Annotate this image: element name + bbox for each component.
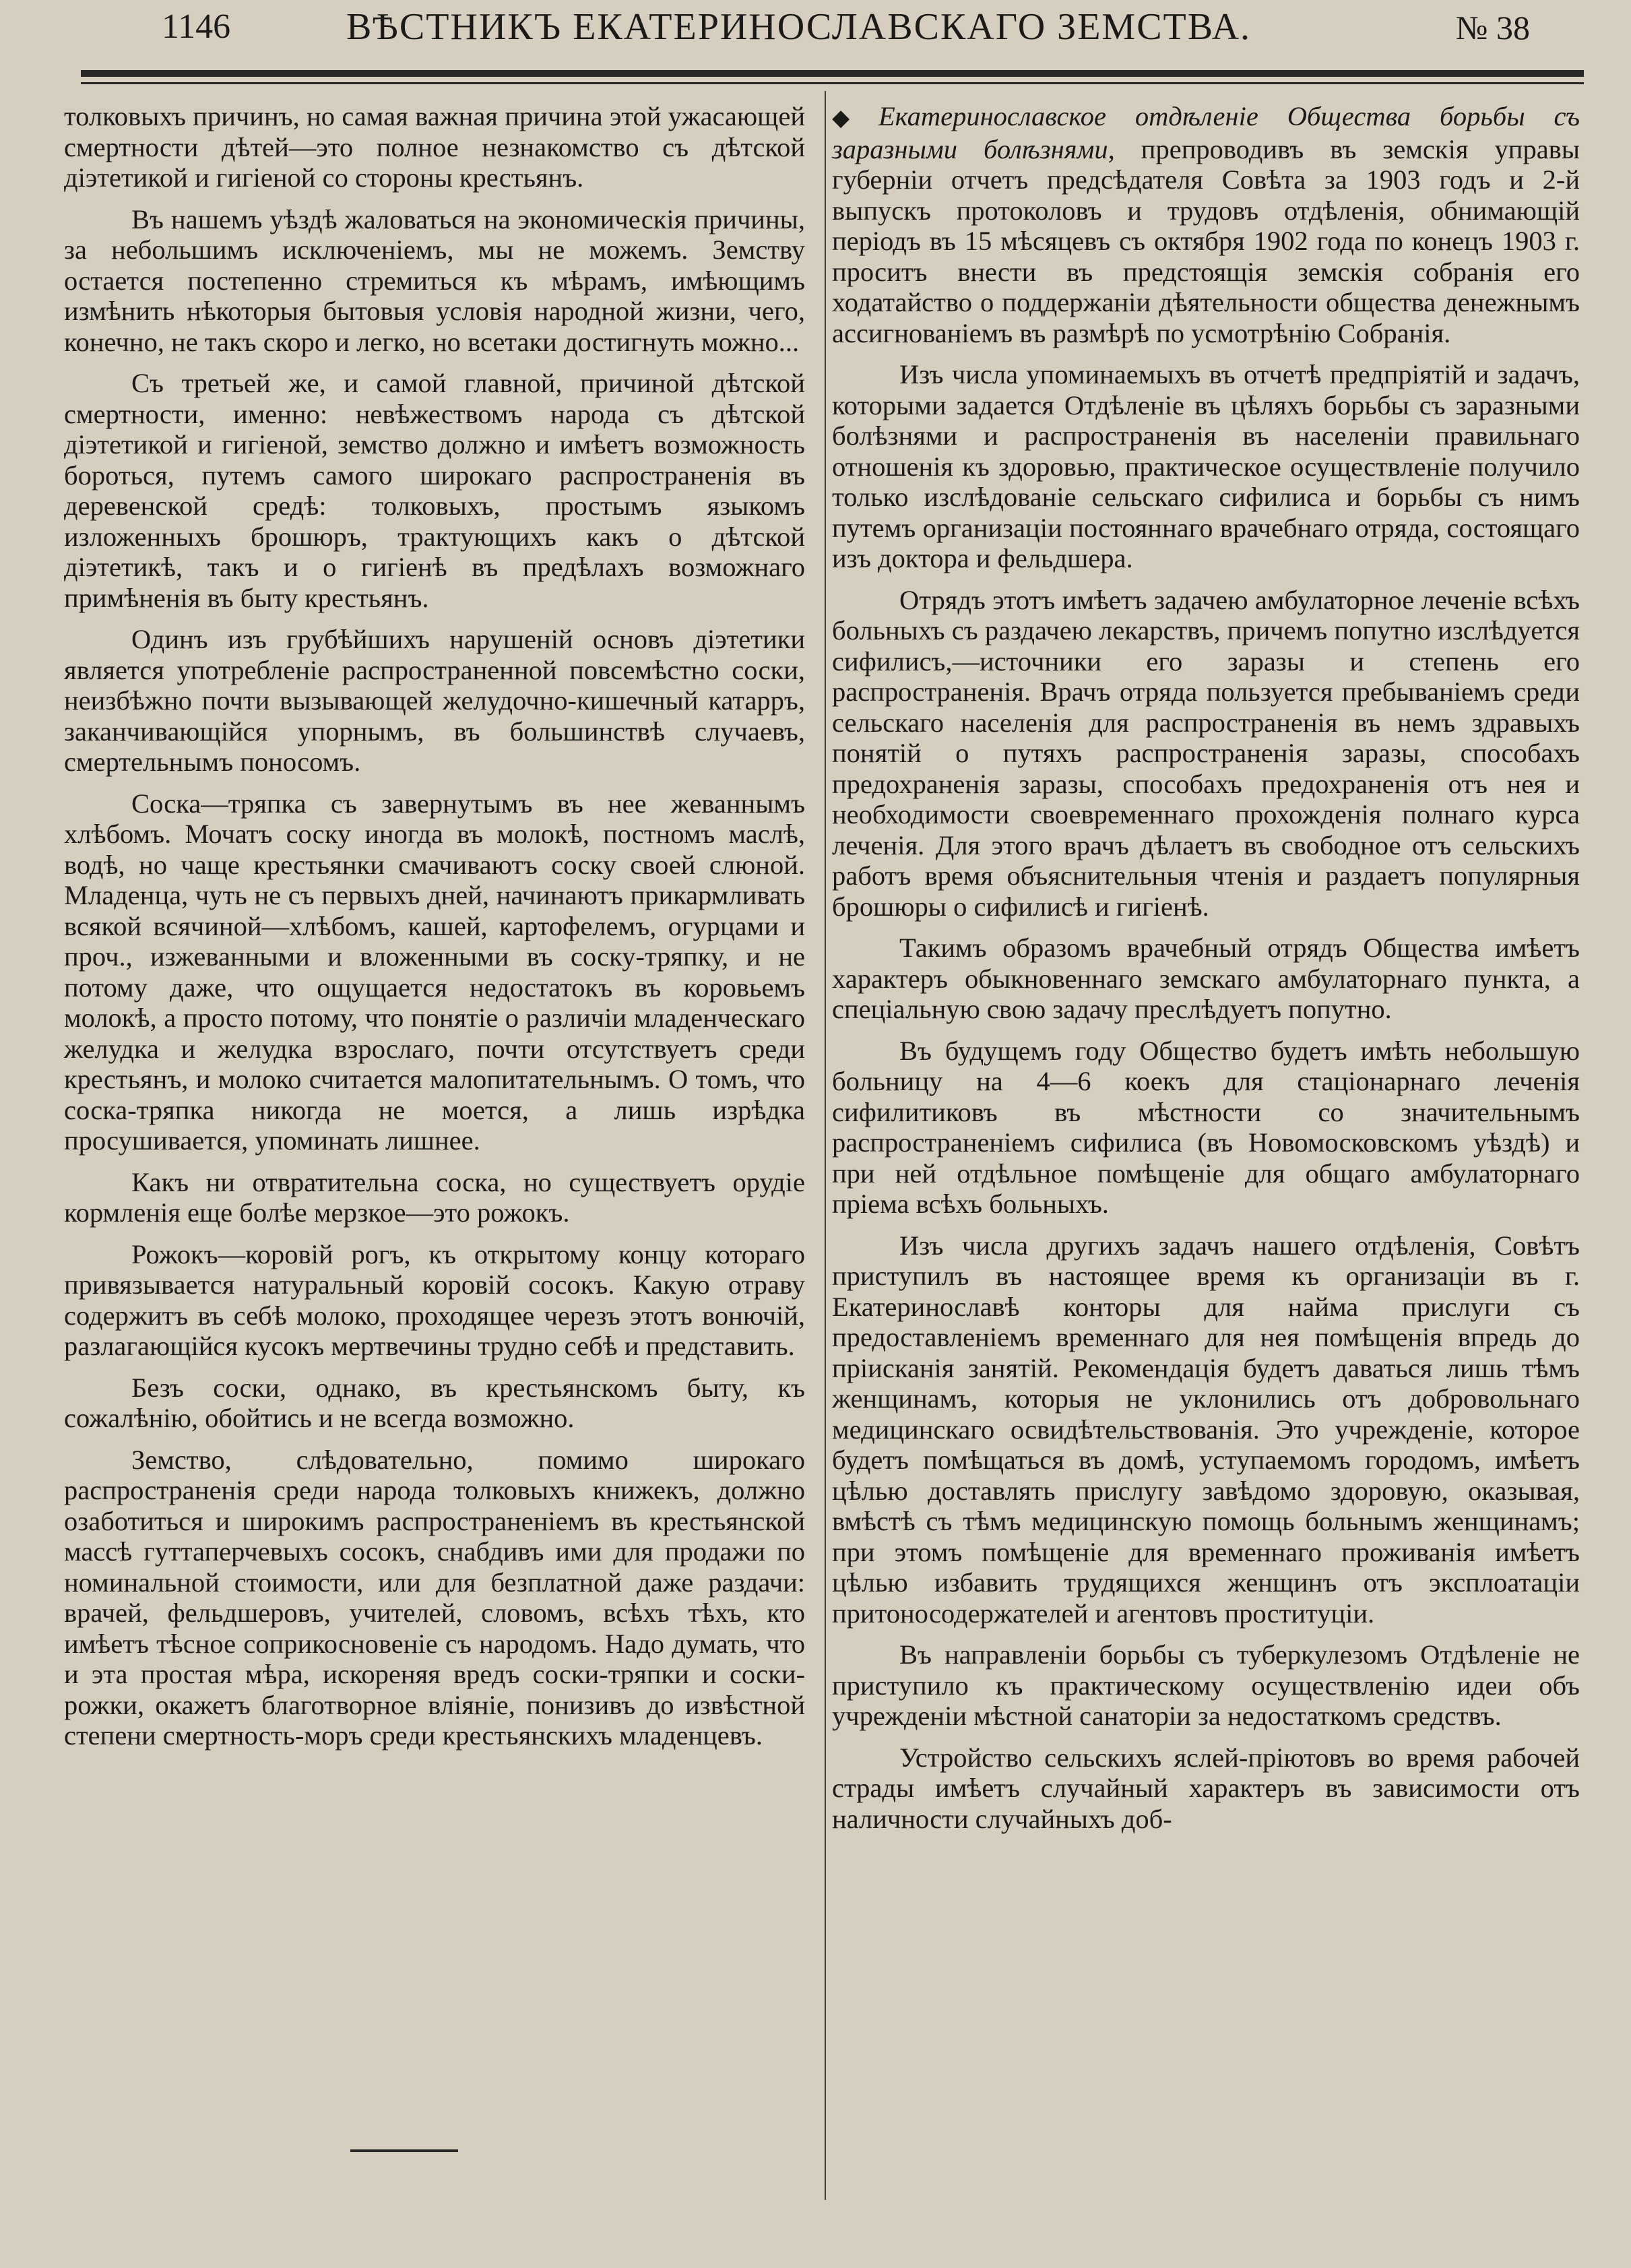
paragraph: Изъ числа упоминаемыхъ въ отчетѣ предпріятій и задачъ, которыми задается Отдѣленіе въ цѣляхъ борьбы съ заразными болѣзнями и распространенія въ населеніи правильнаго отношенія къ здоровью, практическое осуществленіе получило только изслѣдованіе сельскаго сифилиса и борьбы съ нимъ путемъ организаціи постояннаго врачебнаго отряда, состоящаго изъ доктора и фельдшера. [832, 359, 1580, 573]
page-header [67, 5, 1530, 59]
article-end-rule [350, 2149, 458, 2152]
paragraph: Одинъ изъ грубѣйшихъ нарушеній основъ діэтетики является употребленіе распространенной повсемѣстно соски, неизбѣжно почти вызывающей желудочно-кишечный катарръ, заканчивающійся упорнымъ, въ большинствѣ случаевъ, смертельнымъ поносомъ. [64, 624, 805, 777]
lead-italic: Екатеринославское отдѣленіе Общества борьбы съ заразными болѣзнями, [832, 101, 1580, 164]
paragraph: Съ третьей же, и самой главной, причиной дѣтской смертности, именно: невѣжествомъ народа съ дѣтской діэтетикой и гигіеной, земство должно и имѣетъ возможность бороться, путемъ самого широкаго распространенія въ деревенской средѣ: толковыхъ, простымъ языкомъ изложенныхъ брошюръ, трактующихъ какъ о дѣтской діэтетикѣ, такъ и о гигіенѣ въ предѣлахъ возможнаго примѣненія въ быту крестьянъ. [64, 368, 805, 613]
paragraph: Въ направленіи борьбы съ туберкулезомъ Отдѣленіе не приступило къ практическому осуществленію идеи объ учрежденіи мѣстной санаторіи за недостаткомъ средствъ. [832, 1639, 1580, 1731]
paragraph: Безъ соски, однако, въ крестьянскомъ быту, къ сожалѣнію, обойтись и не всегда возможно. [64, 1372, 805, 1433]
journal-title: ВѢСТНИКЪ ЕКАТЕРИНОСЛАВСКАГО ЗЕМСТВА. [346, 6, 1252, 48]
lead-rest: препроводивъ въ земскія управы губерніи отчетъ предсѣдателя Совѣта за 1903 годъ и 2-й выпускъ протоколовъ и трудовъ отдѣленія, обнимающій періодъ въ 15 мѣсяцевъ съ октября 1902 года по конецъ 1903 г. проситъ внести въ предстоящія земскія собранія его ходатайство о поддержаніи дѣятельности общества денежнымъ ассигнованіемъ въ размѣрѣ по усмотрѣнію Собранія. [832, 133, 1580, 348]
ornament-icon: ◆ [832, 106, 872, 131]
header-rule-thin [81, 82, 1584, 84]
right-column [832, 101, 1580, 1845]
paragraph: Въ нашемъ уѣздѣ жаловаться на экономическія причины, за небольшимъ исключеніемъ, мы не можемъ. Земству остается постепенно стремиться къ мѣрамъ, имѣющимъ измѣнить нѣкоторыя бытовыя условія народной жизни, чего, конечно, не такъ скоро и легко, но всетаки достигнуть можно... [64, 203, 805, 357]
paragraph: Отрядъ этотъ имѣетъ задачею амбулаторное леченіе всѣхъ больныхъ съ раздачею лекарствъ, причемъ попутно изслѣдуется сифилисъ,—источники его заразы и степень его распространенія. Врачъ отряда пользуется пребываніемъ среди сельскаго населенія для распространенія въ немъ здравыхъ понятій о путяхъ распространенія заразы, способахъ предохраненія заразы, способахъ предохраненія отъ нея и необходимости своевременнаго прохожденія полнаго курса леченія. Для этого врачъ дѣлаетъ въ свободное отъ сельскихъ работъ время объяснительныя чтенія и раздаетъ популярныя брошюры о сифилисѣ и гигіенѣ. [832, 584, 1580, 922]
paragraph: Какъ ни отвратительна соска, но существуетъ орудіе кормленія еще болѣе мерзкое—это рожокъ. [64, 1166, 805, 1228]
paragraph: Такимъ образомъ врачебный отрядъ Общества имѣетъ характеръ обыкновеннаго земскаго амбулаторнаго пункта, а спеціальную свою задачу преслѣдуетъ попутно. [832, 933, 1580, 1024]
paragraph: Изъ числа другихъ задачъ нашего отдѣленія, Совѣтъ приступилъ въ настоящее время къ организаціи въ г. Екатеринославѣ конторы для найма прислуги съ предоставленіемъ временнаго для нея помѣщенія впредь до пріисканія занятій. Рекомендація будетъ даваться лишь тѣмъ женщинамъ, которыя не уклонились отъ добровольнаго медицинскаго освидѣтельствованія. Это учрежденіе, которое будетъ помѣщаться въ домѣ, уступаемомъ городомъ, имѣетъ цѣлью доставлять прислугу завѣдомо здоровую, оказывая, вмѣстѣ съ тѣмъ медицинскую помощь больнымъ женщинамъ; при этомъ помѣщеніе для временнаго проживанія имѣетъ цѣлью избавить трудящихся женщинъ отъ эксплоатаціи притоносодержателей и агентовъ проституціи. [832, 1230, 1580, 1629]
paragraph: Рожокъ—коровій рогъ, къ открытому концу котораго привязывается натуральный коровій сосокъ. Какую отраву содержитъ въ себѣ молоко, проходящее черезъ этотъ вонючій, разлагающійся кусокъ мертвечины трудно себѣ и представить. [64, 1238, 805, 1361]
lead-paragraph [832, 101, 1580, 348]
paragraph: Земство, слѣдовательно, помимо широкаго распространенія среди народа толковыхъ книжекъ, должно озаботиться и широкимъ распространеніемъ въ крестьянской массѣ гуттаперчевыхъ сосокъ, снабдивъ ими для продажи по номинальной стоимости, или для безплатной даже раздачи: врачей, фельдшеровъ, учителей, словомъ, всѣхъ тѣхъ, кто имѣетъ тѣсное соприкосновеніе съ народомъ. Надо думать, что и эта простая мѣра, искореняя вредъ соски-тряпки и соски-рожки, окажетъ благотворное вліяніе, понизивъ до извѣстной степени смертность-моръ среди крестьянскихъ младенцевъ. [64, 1444, 805, 1751]
column-divider [825, 91, 826, 2200]
left-column [64, 101, 805, 1762]
issue-number: № 38 [1455, 9, 1530, 46]
paragraph: Въ будущемъ году Общество будетъ имѣть небольшую больницу на 4—6 коекъ для стаціонарнаго леченія сифилитиковъ въ мѣстности со значительнымъ распространеніемъ сифилиса (въ Новомосковскомъ уѣздѣ) и при ней отдѣльное помѣщеніе для общаго амбулаторнаго пріема всѣхъ больныхъ. [832, 1035, 1580, 1219]
paragraph: Устройство сельскихъ яслей-пріютовъ во время рабочей страды имѣетъ случайный характеръ въ зависимости отъ наличности случайныхъ доб- [832, 1742, 1580, 1834]
paragraph: толковыхъ причинъ, но самая важная причина этой ужасающей смертности дѣтей—это полное незнакомство съ дѣтской діэтетикой и гигіеной со стороны крестьянъ. [64, 101, 805, 193]
paragraph: Соска—тряпка съ завернутымъ въ нее жеваннымъ хлѣбомъ. Мочатъ соску иногда въ молокѣ, постномъ маслѣ, водѣ, но чаще крестьянки смачиваютъ соску своей слюной. Младенца, чуть не съ первыхъ дней, начинаютъ прикармливать всякой всячиной—хлѣбомъ, кашей, картофелемъ, огурцами и проч., изжеванными и вложенными въ соску-тряпку, и не потому даже, что ощущается недостатокъ въ коровьемъ молокѣ, а просто потому, что понятіе о различіи младенческаго желудка и желудка взрослаго, почти отсутствуетъ среди крестьянъ, и молоко считается малопитательнымъ. О томъ, что соска-тряпка никогда не моется, а лишь изрѣдка просушивается, упоминать лишнее. [64, 788, 805, 1156]
page-number: 1146 [162, 7, 231, 46]
header-rule [81, 70, 1584, 77]
